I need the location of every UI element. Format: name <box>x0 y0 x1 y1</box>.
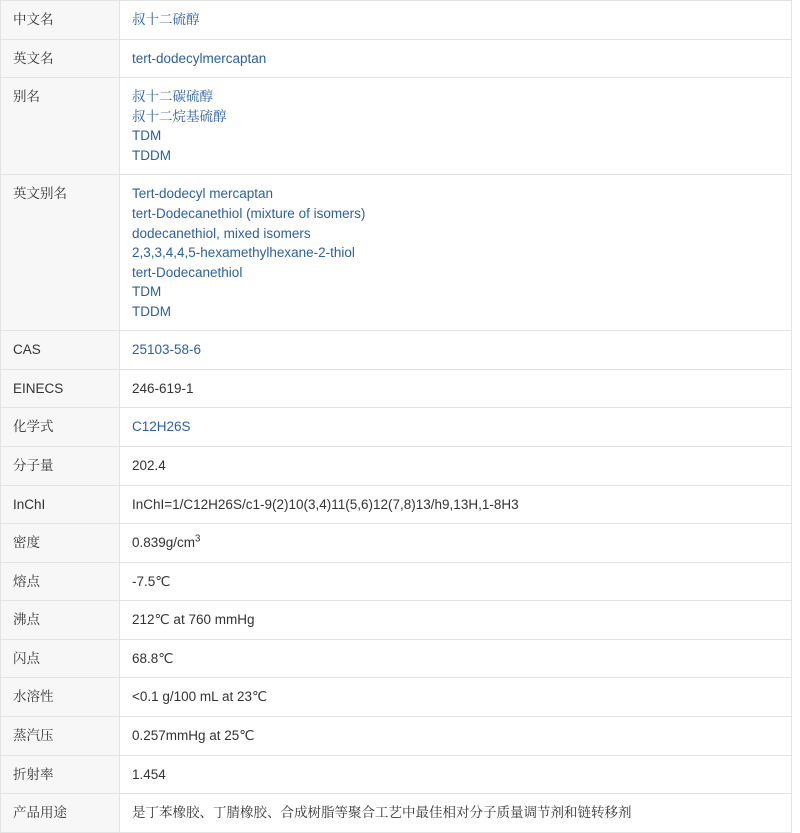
property-value-line[interactable]: Tert-dodecyl mercaptan <box>132 186 274 202</box>
property-value-line[interactable]: TDM <box>132 284 162 300</box>
property-label: 产品用途 <box>1 794 120 833</box>
property-label: 折射率 <box>1 755 120 794</box>
property-value <box>120 78 792 175</box>
property-value: 246-619-1 <box>120 369 792 408</box>
property-value-line[interactable]: TDDM <box>132 147 171 163</box>
property-label: 闪点 <box>1 639 120 678</box>
table-row <box>1 39 792 78</box>
property-label: EINECS <box>1 369 120 408</box>
table-row <box>1 369 792 408</box>
property-label: 分子量 <box>1 447 120 486</box>
table-row <box>1 1 792 40</box>
property-value[interactable]: tert-dodecylmercaptan <box>120 39 792 78</box>
property-value: InChI=1/C12H26S/c1-9(2)10(3,4)11(5,6)12(7,8)13/h9,13H,1-8H3 <box>120 485 792 524</box>
property-value[interactable]: 叔十二硫醇 <box>120 1 792 40</box>
property-label: 沸点 <box>1 601 120 640</box>
property-label: 熔点 <box>1 562 120 601</box>
property-value-superscript: 3 <box>195 533 201 545</box>
property-value-text: 0.839g/cm <box>132 535 196 551</box>
property-value-line[interactable]: 2,3,3,4,4,5-hexamethylhexane-2-thiol <box>132 245 355 261</box>
property-value: 68.8℃ <box>120 639 792 678</box>
property-value: -7.5℃ <box>120 562 792 601</box>
table-row <box>1 524 792 563</box>
table-row <box>1 794 792 833</box>
table-row <box>1 716 792 755</box>
table-row <box>1 331 792 370</box>
property-value-line[interactable]: 叔十二碳硫醇 <box>132 89 213 105</box>
property-label: 别名 <box>1 78 120 175</box>
property-label: 水溶性 <box>1 678 120 717</box>
table-row <box>1 485 792 524</box>
property-value-line[interactable]: dodecanethiol, mixed isomers <box>132 225 311 241</box>
table-row <box>1 447 792 486</box>
property-value[interactable]: 25103-58-6 <box>120 331 792 370</box>
property-value: 是丁苯橡胶、丁腈橡胶、合成树脂等聚合工艺中最佳相对分子质量调节剂和链转移剂 <box>120 794 792 833</box>
property-label: 英文别名 <box>1 175 120 331</box>
table-body <box>1 1 792 833</box>
table-row <box>1 562 792 601</box>
table-row <box>1 678 792 717</box>
property-value: 212℃ at 760 mmHg <box>120 601 792 640</box>
property-label: CAS <box>1 331 120 370</box>
property-label: 化学式 <box>1 408 120 447</box>
property-value: 202.4 <box>120 447 792 486</box>
property-value[interactable]: C12H26S <box>120 408 792 447</box>
table-row <box>1 755 792 794</box>
property-value-line[interactable]: tert-Dodecanethiol <box>132 264 243 280</box>
property-value <box>120 524 792 563</box>
table-row <box>1 78 792 175</box>
property-value: <0.1 g/100 mL at 23℃ <box>120 678 792 717</box>
property-value: 0.257mmHg at 25℃ <box>120 716 792 755</box>
property-label: 中文名 <box>1 1 120 40</box>
table-row <box>1 408 792 447</box>
property-value-line[interactable]: 叔十二烷基硫醇 <box>132 108 227 124</box>
table-row <box>1 639 792 678</box>
property-value-line[interactable]: tert-Dodecanethiol (mixture of isomers) <box>132 205 366 221</box>
table-row <box>1 601 792 640</box>
table-row <box>1 175 792 331</box>
property-label: 蒸汽压 <box>1 716 120 755</box>
property-label: 密度 <box>1 524 120 563</box>
property-value <box>120 175 792 331</box>
property-value: 1.454 <box>120 755 792 794</box>
property-label: 英文名 <box>1 39 120 78</box>
property-value-line[interactable]: TDDM <box>132 303 171 319</box>
property-value-line[interactable]: TDM <box>132 128 162 144</box>
property-label: InChI <box>1 485 120 524</box>
